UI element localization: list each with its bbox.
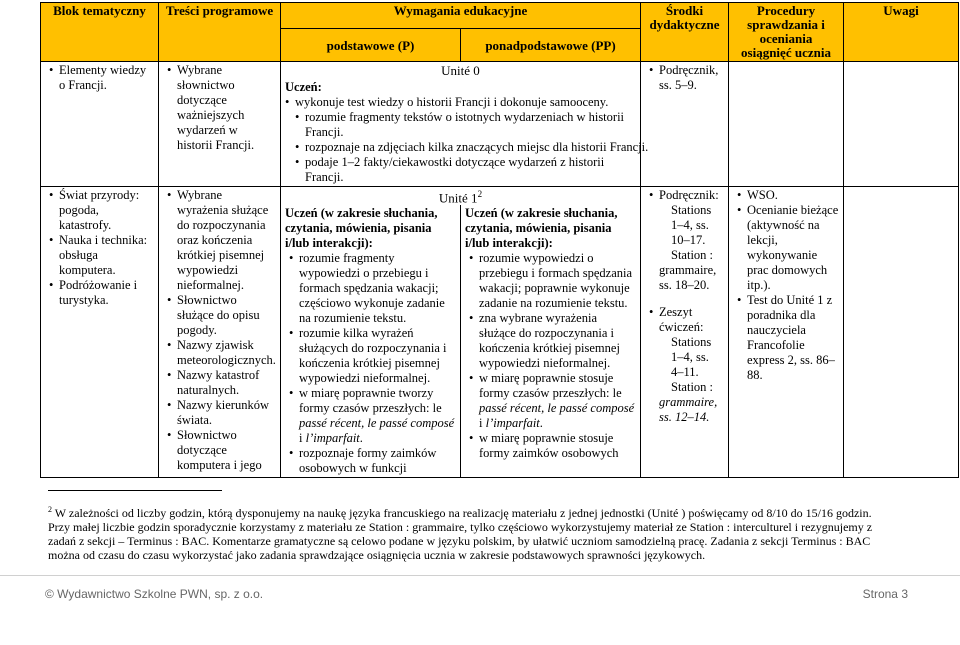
unite1-tresci [159, 187, 281, 478]
p-head: Uczeń (w zakresie słuchania, czytania, mówienia, pisania i/lub interakcji): [285, 206, 438, 251]
footnote-ref: 2 [477, 189, 483, 199]
unite0-title: Unité 0 [281, 62, 641, 80]
list-item: • Test do Unité 1 z poradnika dla nauczyciela Francofolie express 2, ss. 86–88. [747, 293, 839, 383]
list-item: • Słownictwo dotyczące komputera i jego [177, 428, 276, 473]
unite0-wymagania [281, 79, 649, 187]
list-item: • rozpoznaje formy zaimków osobowych w funkcji [299, 446, 456, 476]
footnote [48, 503, 893, 562]
header-procedury: Procedury sprawdzania i oceniania osiągnięć ucznia [729, 3, 844, 62]
unite1-title: Unité 1 [438, 190, 478, 206]
p-tense-intro: w miarę poprawnie tworzy formy czasów przeszłych: le [299, 386, 442, 416]
list-item: • Nazwy kierunków świata. [177, 398, 276, 428]
list-item: • Nazwy zjawisk meteorologicznych. [177, 338, 276, 368]
pp-head: Uczeń (w zakresie słuchania, czytania, mówienia, pisania i/lub interakcji): [465, 206, 618, 251]
list-item [659, 305, 724, 425]
srodki-stations: Stations 1–4, ss. 10–17. [671, 203, 712, 247]
unite1-ponadpodstawowe [461, 205, 641, 478]
unite1-uwagi [844, 187, 959, 478]
list-item: • w miarę poprawnie tworzy formy czasów przeszłych: le passé récent, le passé composé i l’imparfait. [299, 386, 456, 446]
header-wymagania: Wymagania edukacyjne [281, 3, 641, 29]
pp-and: i [479, 416, 486, 431]
unite1-podstawowe [281, 205, 461, 478]
footer-divider [0, 575, 960, 576]
unite0-procedury [729, 62, 844, 187]
list-item: • wykonuje test wiedzy o historii Francji i dokonuje samooceny. [295, 95, 636, 110]
unite0-tresci [159, 62, 281, 187]
unite0-blok [41, 62, 159, 187]
pp-tense-1: passé récent, le passé composé [479, 401, 635, 416]
header-srodki: Środki dydaktyczne [641, 3, 729, 62]
list-item [659, 188, 724, 293]
list-item: • Słownictwo służące do opisu pogody. [177, 293, 276, 338]
header-podstawowe: podstawowe (P) [281, 29, 461, 62]
list-item: • Podróżowanie i turystyka. [59, 278, 154, 308]
srodki-station-label: Station : [671, 248, 714, 262]
list-item: • podaje 1–2 fakty/ciekawostki dotyczące wydarzeń z historii Francji. [305, 155, 635, 185]
list-item: • Nazwy katastrof naturalnych. [177, 368, 276, 398]
unite1-blok [41, 187, 159, 478]
uczen-label: Uczeń: [285, 80, 322, 94]
unite1-srodki [641, 187, 729, 478]
footnote-number: 2 [48, 505, 52, 514]
header-tresci: Treści programowe [159, 3, 281, 62]
list-item: • rozumie fragmenty wypowiedzi o przebiegu i formach spędzania wakacji; częściowo wykonuje zadanie na rozumienie tekstu. [299, 251, 456, 326]
list-item: • Elementy wiedzy o Francji. [59, 63, 154, 93]
list-item: • rozumie wypowiedzi o przebiegu i formach spędzania wakacji; poprawnie wykonuje zadanie na rozumienie tekstu. [479, 251, 636, 311]
list-item: • Świat przyrody: pogoda, katastrofy. [59, 188, 154, 233]
list-item: • WSO. [747, 188, 839, 203]
list-item: • w miarę poprawnie stosuje formy zaimków osobowych [479, 431, 636, 461]
list-item: • rozpoznaje na zdjęciach kilka znaczących miejsc dla historii Francji. [305, 140, 655, 155]
pp-tense-intro: w miarę poprawnie stosuje formy czasów przeszłych: le [479, 371, 622, 401]
list-item: • Wybrane wyrażenia służące do rozpoczynania oraz kończenia krótkiej pisemnej wypowiedzi nieformalnej. [177, 188, 276, 293]
zeszyt-head: • Zeszyt ćwiczeń: [659, 305, 704, 334]
footnote-separator [48, 490, 222, 491]
srodki-head: • Podręcznik: [659, 188, 719, 202]
unite1-procedury [729, 187, 844, 478]
footnote-text: W zależności od liczby godzin, którą dysponujemy na naukę języka francuskiego na realizację materiału z jednej jednostki (Unité ) poświęcamy od 8/10 do 15/16 godzin. Przy małej liczbie godzin sporadycznie korzystamy z materiału ze Station : grammaire, tylko częściowo wykorzystujemy materiał ze Station : interculturel i rezygnujemy z zadań z sekcji – Terminus : BAC. Komentarze gramatyczne są celowo podane w języku polskim, by ułatwić uczniom samodzielną pracę. Zadania z sekcji Terminus : BAC można od czasu do czasu wykorzystać jako zadania sprawdzające osiągnięcia ucznia w zakresie podstawowych sprawności językowych. [48, 506, 873, 562]
list-item: • Wybrane słownictwo dotyczące ważniejszych wydarzeń w historii Francji. [177, 63, 276, 153]
list-item: • Ocenianie bieżące (aktywność na lekcji, wykonywanie prac domowych itp.). [747, 203, 839, 293]
p-tense-2: l’imparfait [305, 431, 360, 446]
footer-page-number: Strona 3 [862, 587, 908, 601]
list-item: • w miarę poprawnie stosuje formy czasów przeszłych: le passé récent, le passé composé i l’imparfait. [479, 371, 636, 431]
p-tense-1: passé récent, le passé composé [299, 416, 455, 431]
curriculum-table [40, 2, 959, 478]
list-item: • rozumie kilka wyrażeń służących do rozpoczynania i kończenia krótkiej pisemnej wypowiedzi nieformalnej. [299, 326, 456, 386]
list-item: • Nauka i technika: obsługa komputera. [59, 233, 154, 278]
zeszyt-stations: Stations 1–4, ss. 4–11. [671, 335, 712, 379]
list-item: • rozumie fragmenty tekstów o istotnych wydarzeniach w historii Francji. [305, 110, 645, 140]
zeszyt-station-label: Station : [671, 380, 714, 394]
footer-copyright: © Wydawnictwo Szkolne PWN, sp. z o.o. [45, 587, 264, 601]
unite1-title-cell [281, 187, 641, 206]
srodki-grammaire: grammaire, ss. 18–20. [659, 263, 717, 292]
unite0-uwagi [844, 62, 959, 187]
header-ponadpodstawowe: ponadpodstawowe (PP) [461, 29, 641, 62]
header-uwagi: Uwagi [844, 3, 959, 62]
list-item: • zna wybrane wyrażenia służące do rozpoczynania i kończenia krótkiej pisemnej wypowiedzi nieformalnej. [479, 311, 636, 371]
list-item: • Podręcznik, ss. 5–9. [659, 63, 724, 93]
unite0-srodki [641, 62, 729, 187]
p-and: i [299, 431, 306, 446]
header-blok: Blok tematyczny [41, 3, 159, 62]
pp-tense-2: l’imparfait [485, 416, 540, 431]
zeszyt-grammaire: grammaire, ss. 12–14. [659, 395, 718, 424]
